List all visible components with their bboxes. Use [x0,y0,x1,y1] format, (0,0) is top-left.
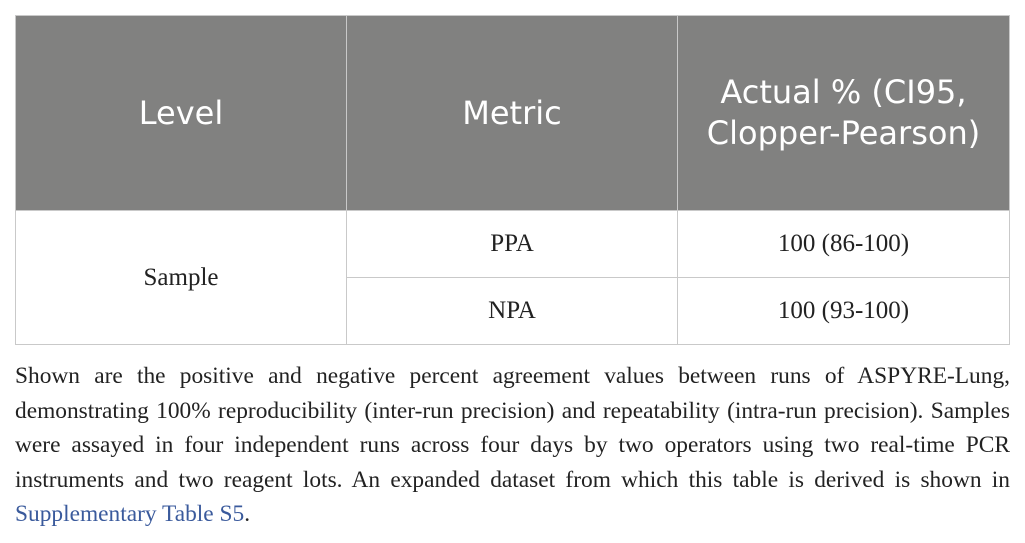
caption-end: . [244,501,251,527]
header-row [16,16,1010,211]
header-actual-percent: Actual % (CI95, Clopper-Pearson) [678,16,1010,211]
metric-cell: PPA [347,211,678,278]
table-row [16,211,1010,278]
header-metric: Metric [347,16,678,211]
header-level: Level [16,16,347,211]
value-cell: 100 (86-100) [678,211,1010,278]
caption-text: Shown are the positive and negative percent agreement values between runs of ASPYRE-Lung, demonstrating 100% reproducibility (inter-run precision) and repeatability (intra-run precision). Samples were assayed in four independent runs across four days by two operators using two real-time PCR instruments and two reagent lots. An expanded dataset from which this table is derived is shown in [15,363,1010,493]
table-body [16,211,1010,345]
value-cell: 100 (93-100) [678,278,1010,345]
results-table-container [15,15,1009,345]
supplementary-table-link[interactable]: Supplementary Table S5 [15,501,245,527]
table-header [16,16,1010,211]
metric-cell: NPA [347,278,678,345]
level-cell-sample: Sample [16,211,347,345]
results-table [15,15,1010,345]
table-caption [15,359,1010,532]
